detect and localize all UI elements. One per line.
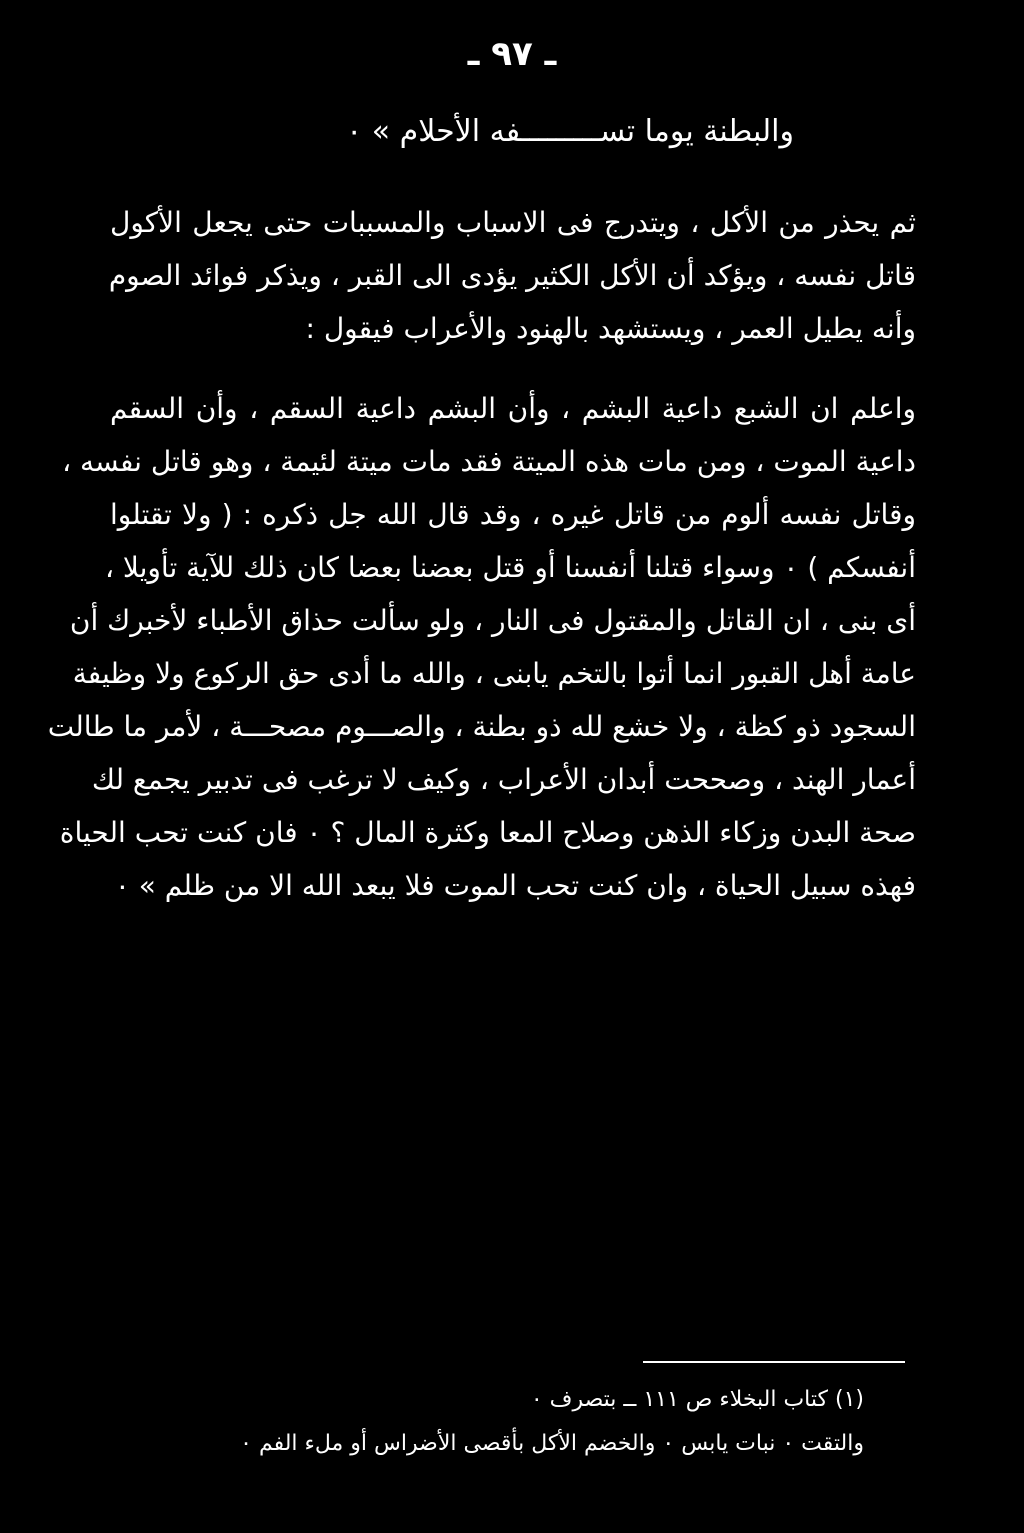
paragraph-line: أعمار الهند ، وصححت أبدان الأعراب ، وكيف لا ترغب فى تدبير يجمع لك: [91, 763, 916, 796]
footnote-divider: [643, 1361, 905, 1363]
paragraph-line: فهذه سبيل الحياة ، وان كنت تحب الموت فلا يبعد الله الا من ظلم » ٠: [114, 869, 916, 902]
footnotes: [164, 1378, 864, 1466]
paragraph-line: قاتل نفسه ، ويؤكد أن الأكل الكثير يؤدى الى القبر ، ويذكر فوائد الصوم: [108, 259, 916, 292]
footnote-1: (١) كتاب البخلاء ص ١١١ ــ بتصرف ٠: [530, 1387, 864, 1412]
paragraph-line: أى بنى ، ان القاتل والمقتول فى النار ، ولو سألت حذاق الأطباء لأخبرك أن: [69, 604, 916, 637]
paragraph-line: عامة أهل القبور انما أتوا بالتخم يابنى ، والله ما أدى حق الركوع ولا وظيفة: [72, 657, 916, 690]
paragraph-line: وأنه يطيل العمر ، ويستشهد بالهنود والأعراب فيقول :: [305, 312, 916, 345]
paragraph-line: واعلم ان الشبع داعية البشم ، وأن البشم داعية السقم ، وأن السقم: [110, 392, 916, 425]
paragraph-line: أنفسكم ) ٠ وسواء قتلنا أنفسنا أو قتل بعضنا بعضا كان ذلك للآية تأويلا ،: [104, 551, 916, 584]
verse-heading: والبطنة يوما تســـــــــفه الأحلام » ٠: [346, 114, 794, 149]
paragraph-1: [110, 196, 916, 355]
paragraph-line: داعية الموت ، ومن مات هذه الميتة فقد مات ميتة لئيمة ، وهو قاتل نفسه ،: [62, 445, 916, 478]
paragraph-line: وقاتل نفسه ألوم من قاتل غيره ، وقد قال الله جل ذكره : ( ولا تقتلوا: [110, 498, 916, 531]
paragraph-line: صحة البدن وزكاء الذهن وصلاح المعا وكثرة المال ؟ ٠ فان كنت تحب الحياة: [59, 816, 916, 849]
footnote-2: والتقت ٠ نبات يابس ٠ والخضم الأكل بأقصى الأضراس أو ملء الفم ٠: [240, 1431, 864, 1456]
paragraph-line: ثم يحذر من الأكل ، ويتدرج فى الاسباب والمسببات حتى يجعل الأكول: [110, 206, 916, 239]
page-number: ـ ٩٧ ـ: [467, 34, 557, 74]
paragraph-2: [47, 382, 916, 912]
paragraph-line: السجود ذو كظة ، ولا خشع لله ذو بطنة ، والصـــوم مصحـــة ، لأمر ما طالت: [47, 710, 916, 743]
